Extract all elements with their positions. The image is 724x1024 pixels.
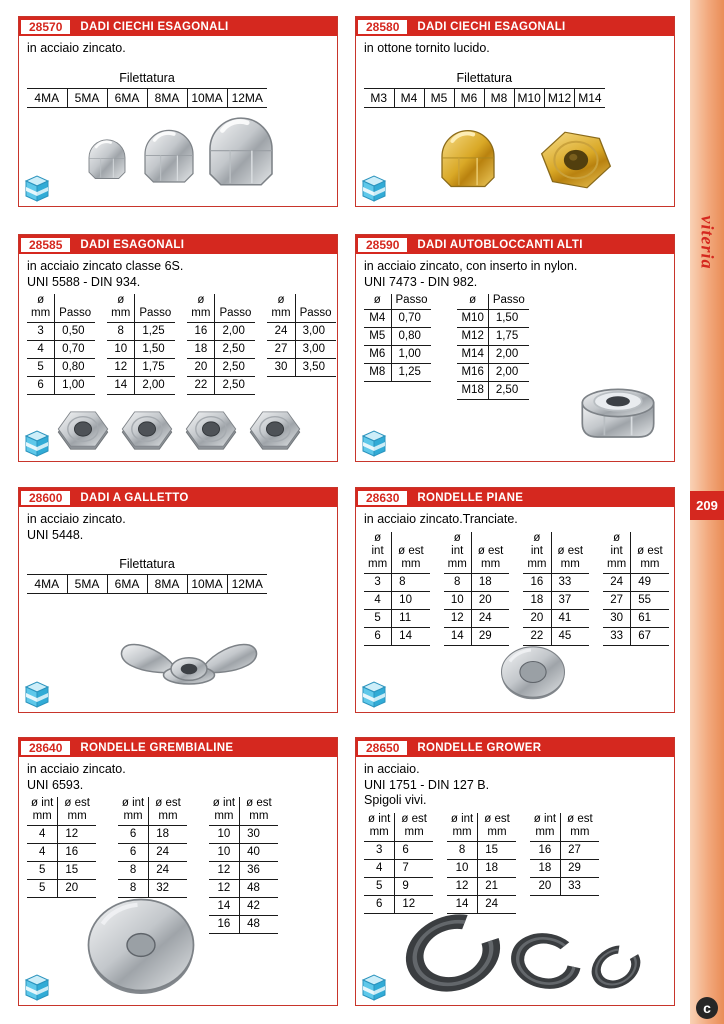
spec-value-cell: 40 <box>240 844 278 862</box>
product-description <box>19 254 337 290</box>
spec-value-cell: 11 <box>392 609 430 627</box>
spec-value-cell: 33 <box>561 877 599 895</box>
spec-group-table <box>457 294 528 400</box>
column-header: ø int mm <box>603 532 631 574</box>
product-section-28640 <box>18 737 338 1006</box>
spec-value-cell: 27 <box>561 841 599 859</box>
column-header: ø est mm <box>561 813 599 842</box>
column-header: ø int mm <box>523 532 551 574</box>
spec-value-cell: 24 <box>149 844 187 862</box>
spec-value-cell: 14 <box>209 898 240 916</box>
spec-value-cell: 5 <box>27 880 58 898</box>
spec-value-cell: 33 <box>603 627 631 645</box>
category-label-wrap <box>690 185 724 300</box>
spec-group-table <box>27 797 96 898</box>
spec-value-cell: 14 <box>444 627 472 645</box>
spec-value-cell: M18 <box>457 382 488 400</box>
spec-group-table <box>444 532 510 646</box>
description-line: in acciaio zincato. <box>27 512 126 526</box>
spec-value-cell: 12 <box>447 877 478 895</box>
spec-value-cell: 1,25 <box>135 323 175 341</box>
spec-group-table <box>523 532 589 646</box>
description-line: in ottone tornito lucido. <box>364 41 490 55</box>
spec-value-cell: 2,00 <box>488 346 528 364</box>
spec-value-cell: 2,50 <box>488 382 528 400</box>
column-header: ø int mm <box>444 532 472 574</box>
spec-value-cell: 5 <box>364 609 392 627</box>
spec-value-cell: 48 <box>240 916 278 934</box>
column-header: ø int mm <box>118 797 149 826</box>
spec-group-table <box>187 294 255 395</box>
spec-value-cell: 22 <box>187 377 215 395</box>
spec-value-cell: 8 <box>118 862 149 880</box>
spec-group-table <box>27 294 95 395</box>
spec-value-cell: 1,00 <box>391 346 431 364</box>
spec-group-table <box>364 813 433 914</box>
spec-value-cell: 3,00 <box>295 323 335 341</box>
product-description <box>19 757 337 793</box>
product-description <box>356 254 674 290</box>
spec-value-cell: 3,00 <box>295 341 335 359</box>
column-header: Passo <box>391 294 431 310</box>
column-header: ø int mm <box>364 532 392 574</box>
product-title: RONDELLE PIANE <box>417 491 524 504</box>
thread-size-cell: 6MA <box>107 575 147 594</box>
thread-size-cell: M12 <box>544 88 574 107</box>
table-title: Filettatura <box>27 557 267 575</box>
spec-value-cell: 18 <box>523 591 551 609</box>
spec-value-cell: 36 <box>240 862 278 880</box>
category-label: viteria <box>697 215 718 270</box>
spec-value-cell: 0,80 <box>391 328 431 346</box>
spec-tables <box>356 528 674 646</box>
spec-value-cell: 4 <box>364 859 395 877</box>
spec-value-cell: 20 <box>471 591 509 609</box>
spec-value-cell: 29 <box>561 859 599 877</box>
spec-value-cell: 22 <box>523 627 551 645</box>
product-description <box>356 757 674 809</box>
spec-value-cell: 10 <box>444 591 472 609</box>
package-box-icon <box>24 428 50 458</box>
section-header <box>356 17 674 36</box>
spec-value-cell: 24 <box>267 323 295 341</box>
package-box-icon <box>361 428 387 458</box>
spec-value-cell: 1,25 <box>391 364 431 382</box>
spec-value-cell: M12 <box>457 328 488 346</box>
section-header <box>356 488 674 507</box>
spec-value-cell: 10 <box>209 844 240 862</box>
product-code: 28585 <box>21 238 70 252</box>
thread-size-cell: 12MA <box>227 575 267 594</box>
spec-value-cell: 37 <box>551 591 589 609</box>
spec-group-table <box>209 797 278 934</box>
spec-value-cell: 6 <box>364 895 395 913</box>
thread-size-cell: M4 <box>394 88 424 107</box>
spec-value-cell: 55 <box>631 591 669 609</box>
spec-value-cell: 18 <box>478 859 516 877</box>
product-section-28570 <box>18 16 338 207</box>
spec-value-cell: 18 <box>187 341 215 359</box>
description-line: UNI 6593. <box>27 777 84 792</box>
spec-value-cell: 24 <box>471 609 509 627</box>
spec-value-cell: 16 <box>530 841 561 859</box>
spec-value-cell: 24 <box>603 573 631 591</box>
spec-value-cell: 3 <box>27 323 55 341</box>
product-code: 28570 <box>21 20 70 34</box>
spec-value-cell: 20 <box>523 609 551 627</box>
thread-size-cell: M6 <box>454 88 484 107</box>
thread-size-cell: 6MA <box>107 88 147 107</box>
product-description <box>356 36 674 57</box>
product-description <box>356 507 674 528</box>
spec-value-cell: 15 <box>58 862 96 880</box>
column-header: Passo <box>135 294 175 323</box>
spec-value-cell: 8 <box>118 880 149 898</box>
product-code: 28580 <box>358 20 407 34</box>
thread-size-cell: M8 <box>484 88 514 107</box>
spec-value-cell: 6 <box>118 826 149 844</box>
product-code: 28630 <box>358 491 407 505</box>
column-header: ø int mm <box>27 797 58 826</box>
spec-value-cell: 18 <box>471 573 509 591</box>
thread-size-table <box>27 557 267 594</box>
spec-value-cell: 20 <box>530 877 561 895</box>
product-title: DADI CIECHI ESAGONALI <box>417 20 566 33</box>
spec-group-table <box>118 797 187 898</box>
section-header <box>19 235 337 254</box>
spec-value-cell: 0,70 <box>391 310 431 328</box>
spec-value-cell: 16 <box>187 323 215 341</box>
spec-value-cell: 4 <box>27 826 58 844</box>
spec-tables <box>356 57 674 108</box>
section-header <box>19 738 337 757</box>
product-photo <box>74 891 209 999</box>
section-header <box>19 488 337 507</box>
spec-value-cell: 8 <box>107 323 135 341</box>
spec-value-cell: 2,00 <box>215 323 255 341</box>
spec-value-cell: 5 <box>27 862 58 880</box>
spec-value-cell: 3 <box>364 841 395 859</box>
package-box-icon <box>24 679 50 709</box>
column-header: ø est mm <box>471 532 509 574</box>
spec-value-cell: M10 <box>457 310 488 328</box>
spec-value-cell: 18 <box>530 859 561 877</box>
spec-value-cell: M4 <box>364 310 391 328</box>
package-box-icon <box>24 173 50 203</box>
spec-value-cell: 6 <box>395 841 433 859</box>
description-line: UNI 5588 - DIN 934. <box>27 274 141 289</box>
spec-value-cell: 42 <box>240 898 278 916</box>
column-header: ø int mm <box>209 797 240 826</box>
product-photo <box>396 118 636 196</box>
spec-value-cell: 2,50 <box>215 341 255 359</box>
spec-value-cell: M5 <box>364 328 391 346</box>
package-box-icon <box>24 972 50 1002</box>
product-section-28580 <box>355 16 675 207</box>
spec-value-cell: 6 <box>118 844 149 862</box>
table-title: Filettatura <box>364 71 605 89</box>
spec-value-cell: 7 <box>395 859 433 877</box>
spec-value-cell: 3,50 <box>295 359 335 377</box>
column-header: Passo <box>488 294 528 310</box>
spec-group-table <box>364 294 431 382</box>
category-sidebar <box>690 0 724 1024</box>
spec-value-cell: 1,50 <box>488 310 528 328</box>
spec-value-cell: 20 <box>58 880 96 898</box>
product-code: 28640 <box>21 741 70 755</box>
spec-value-cell: 16 <box>58 844 96 862</box>
thread-size-cell: 8MA <box>147 575 187 594</box>
spec-value-cell: 45 <box>551 627 589 645</box>
spec-value-cell: 0,80 <box>55 359 95 377</box>
description-line: in acciaio zincato classe 6S. <box>27 259 184 273</box>
spec-value-cell: 0,50 <box>55 323 95 341</box>
spec-tables <box>356 809 674 914</box>
spec-value-cell: 1,75 <box>135 359 175 377</box>
spec-group-table <box>267 294 335 377</box>
product-section-28650 <box>355 737 675 1006</box>
product-photo <box>69 114 289 198</box>
product-section-28590 <box>355 234 675 462</box>
spec-value-cell: 3 <box>364 573 392 591</box>
spec-value-cell: 12 <box>107 359 135 377</box>
spec-value-cell: 4 <box>27 341 55 359</box>
thread-size-cell: 8MA <box>147 88 187 107</box>
product-photo <box>491 640 575 704</box>
column-header: ø <box>364 294 391 310</box>
thread-size-table <box>364 71 605 108</box>
spec-value-cell: 1,50 <box>135 341 175 359</box>
spec-value-cell: 12 <box>209 880 240 898</box>
thread-size-cell: 5MA <box>67 88 107 107</box>
spec-value-cell: 33 <box>551 573 589 591</box>
spec-value-cell: 10 <box>209 826 240 844</box>
thread-size-cell: 4MA <box>27 575 67 594</box>
column-header: ø int mm <box>530 813 561 842</box>
product-title: RONDELLE GREMBIALINE <box>80 741 234 754</box>
description-line: in acciaio. <box>364 762 420 776</box>
product-code: 28600 <box>21 491 70 505</box>
column-header: ø mm <box>107 294 135 323</box>
description-line: UNI 7473 - DIN 982. <box>364 274 478 289</box>
spec-value-cell: 41 <box>551 609 589 627</box>
column-header: ø mm <box>187 294 215 323</box>
thread-size-cell: 10MA <box>187 88 227 107</box>
package-box-icon <box>361 173 387 203</box>
product-section-28630 <box>355 487 675 713</box>
spec-value-cell: 61 <box>631 609 669 627</box>
spec-value-cell: 16 <box>209 916 240 934</box>
publisher-logo-icon: c <box>696 997 718 1019</box>
spec-value-cell: 4 <box>364 591 392 609</box>
spec-value-cell: 49 <box>631 573 669 591</box>
thread-size-cell: M3 <box>364 88 394 107</box>
package-box-icon <box>361 679 387 709</box>
page-number-badge: 209 <box>690 491 724 520</box>
thread-size-cell: 4MA <box>27 88 67 107</box>
spec-value-cell: 5 <box>27 359 55 377</box>
spec-value-cell: M8 <box>364 364 391 382</box>
spec-value-cell: 16 <box>523 573 551 591</box>
column-header: ø int mm <box>364 813 395 842</box>
spec-value-cell: 18 <box>149 826 187 844</box>
spec-value-cell: M6 <box>364 346 391 364</box>
spec-tables <box>19 543 337 594</box>
spec-group-table <box>447 813 516 914</box>
description-line: in acciaio zincato. <box>27 41 126 55</box>
column-header: ø est mm <box>58 797 96 826</box>
product-title: DADI CIECHI ESAGONALI <box>80 20 229 33</box>
spec-value-cell: 29 <box>471 627 509 645</box>
spec-value-cell: 24 <box>149 862 187 880</box>
column-header: ø mm <box>27 294 55 323</box>
thread-size-cell: 5MA <box>67 575 107 594</box>
column-header: ø est mm <box>478 813 516 842</box>
spec-value-cell: 30 <box>603 609 631 627</box>
description-line: in acciaio zincato. <box>27 762 126 776</box>
column-header: ø int mm <box>447 813 478 842</box>
spec-value-cell: 5 <box>364 877 395 895</box>
product-photo <box>391 905 651 1001</box>
spec-value-cell: 6 <box>364 627 392 645</box>
product-code: 28650 <box>358 741 407 755</box>
column-header: Passo <box>295 294 335 323</box>
spec-value-cell: 12 <box>209 862 240 880</box>
spec-value-cell: 2,50 <box>215 359 255 377</box>
spec-value-cell: 15 <box>478 841 516 859</box>
product-description <box>19 507 337 543</box>
spec-value-cell: 9 <box>395 877 433 895</box>
column-header: ø mm <box>267 294 295 323</box>
spec-value-cell: 27 <box>603 591 631 609</box>
product-title: RONDELLE GROWER <box>417 741 542 754</box>
thread-size-cell: M10 <box>514 88 544 107</box>
product-title: DADI ESAGONALI <box>80 238 185 251</box>
spec-value-cell: 21 <box>478 877 516 895</box>
description-line: UNI 1751 - DIN 127 B. <box>364 777 490 792</box>
thread-size-cell: 10MA <box>187 575 227 594</box>
spec-group-table <box>107 294 175 395</box>
spec-value-cell: 12 <box>395 895 433 913</box>
spec-value-cell: 12 <box>58 826 96 844</box>
column-header: ø est mm <box>551 532 589 574</box>
package-box-icon <box>361 972 387 1002</box>
column-header: Passo <box>55 294 95 323</box>
section-header <box>19 17 337 36</box>
thread-size-cell: 12MA <box>227 88 267 107</box>
thread-size-table <box>27 71 267 108</box>
product-photo <box>570 367 666 447</box>
spec-value-cell: 12 <box>444 609 472 627</box>
column-header: Passo <box>215 294 255 323</box>
spec-value-cell: 1,75 <box>488 328 528 346</box>
product-photo <box>55 401 303 457</box>
spec-value-cell: 20 <box>187 359 215 377</box>
product-code: 28590 <box>358 238 407 252</box>
product-section-28600 <box>18 487 338 713</box>
spec-value-cell: 30 <box>267 359 295 377</box>
spec-value-cell: 0,70 <box>55 341 95 359</box>
spec-value-cell: 10 <box>107 341 135 359</box>
spec-value-cell: 14 <box>107 377 135 395</box>
spec-value-cell: 2,00 <box>135 377 175 395</box>
spec-value-cell: 10 <box>447 859 478 877</box>
spec-value-cell: 14 <box>447 895 478 913</box>
column-header: ø est mm <box>149 797 187 826</box>
spec-value-cell: 32 <box>149 880 187 898</box>
spec-value-cell: 67 <box>631 627 669 645</box>
spec-value-cell: 4 <box>27 844 58 862</box>
thread-size-cell: M14 <box>575 88 605 107</box>
spec-value-cell: 8 <box>444 573 472 591</box>
spec-value-cell: 14 <box>392 627 430 645</box>
spec-value-cell: 6 <box>27 377 55 395</box>
description-line: in acciaio zincato, con inserto in nylon. <box>364 259 578 273</box>
product-photo <box>114 626 264 698</box>
spec-group-table <box>530 813 599 896</box>
spec-value-cell: 1,00 <box>55 377 95 395</box>
description-line: in acciaio zincato.Tranciate. <box>364 512 518 526</box>
product-title: DADI AUTOBLOCCANTI ALTI <box>417 238 583 251</box>
section-header <box>356 235 674 254</box>
spec-tables <box>19 290 337 395</box>
spec-value-cell: 2,00 <box>488 364 528 382</box>
thread-size-cell: M5 <box>424 88 454 107</box>
description-line: UNI 5448. <box>27 527 84 542</box>
column-header: ø est mm <box>631 532 669 574</box>
spec-value-cell: M16 <box>457 364 488 382</box>
spec-value-cell: 8 <box>447 841 478 859</box>
spec-tables <box>19 57 337 108</box>
spec-value-cell: 48 <box>240 880 278 898</box>
spec-value-cell: 30 <box>240 826 278 844</box>
column-header: ø <box>457 294 488 310</box>
column-header: ø est mm <box>395 813 433 842</box>
spec-value-cell: M14 <box>457 346 488 364</box>
spec-value-cell: 24 <box>478 895 516 913</box>
spec-value-cell: 2,50 <box>215 377 255 395</box>
table-title: Filettatura <box>27 71 267 89</box>
column-header: ø est mm <box>240 797 278 826</box>
product-section-28585 <box>18 234 338 462</box>
column-header: ø est mm <box>392 532 430 574</box>
section-header <box>356 738 674 757</box>
product-description <box>19 36 337 57</box>
spec-value-cell: 8 <box>392 573 430 591</box>
spec-value-cell: 27 <box>267 341 295 359</box>
spec-value-cell: 10 <box>392 591 430 609</box>
product-title: DADI A GALLETTO <box>80 491 189 504</box>
spec-group-table <box>603 532 669 646</box>
spec-group-table <box>364 532 430 646</box>
description-line: Spigoli vivi. <box>364 793 427 807</box>
